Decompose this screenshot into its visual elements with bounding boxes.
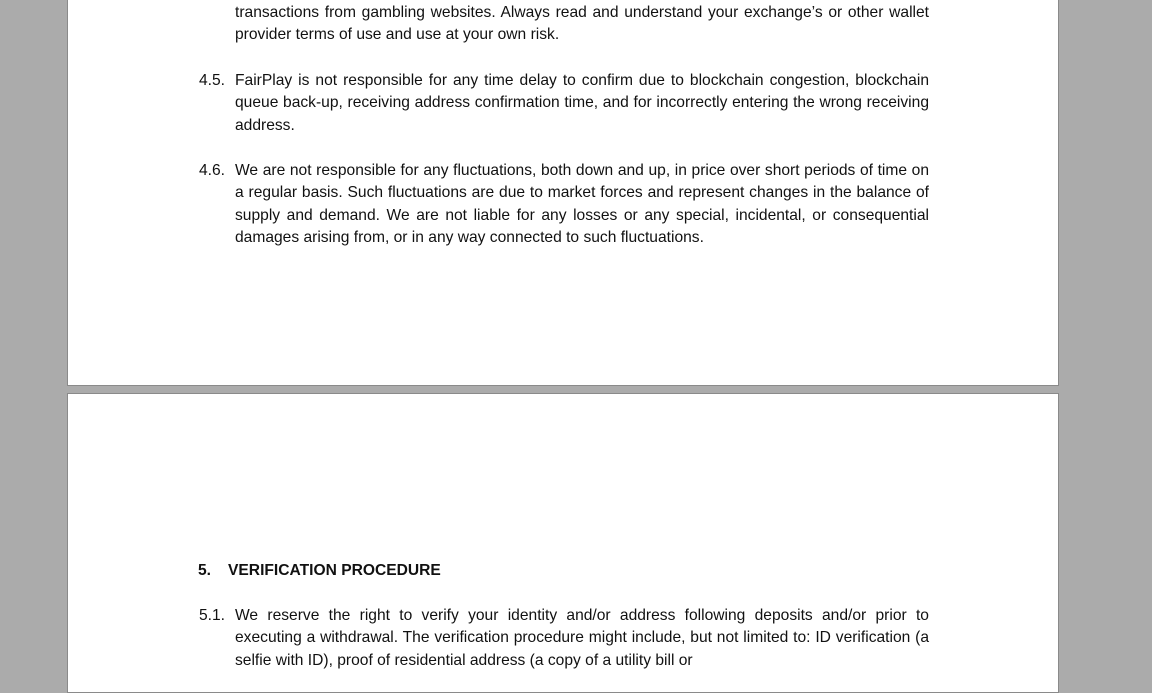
clause-4-5 bbox=[199, 70, 929, 137]
clause-5-1 bbox=[199, 605, 929, 672]
clause-number: 4.5. bbox=[199, 72, 226, 89]
paragraph-text: transactions from gambling websites. Always read and understand your exchange’s or other wallet provider terms of use and use at your own risk. bbox=[235, 4, 929, 44]
clause-text: We are not responsible for any fluctuations, both down and up, in price over short periods of time on a regular basis. Such fluctuations are due to market forces and represent changes in the balance of supply and demand. We are not liable for any losses or any special, incidental, or consequential damages arising from, or in any way connected to such fluctuations. bbox=[235, 162, 929, 247]
continued-paragraph bbox=[199, 2, 929, 47]
section-title: VERIFICATION PROCEDURE bbox=[228, 562, 441, 579]
document-page bbox=[67, 0, 1059, 386]
section-heading bbox=[198, 560, 441, 582]
clause-number: 5.1. bbox=[199, 607, 226, 624]
section-number: 5. bbox=[198, 562, 212, 579]
clause-text: FairPlay is not responsible for any time delay to confirm due to blockchain congestion, blockchain queue back-up, receiving address confirmation time, and for incorrectly entering the wrong receiving address. bbox=[235, 72, 929, 134]
clause-4-6 bbox=[199, 160, 929, 250]
clause-text: We reserve the right to verify your identity and/or address following deposits and/or prior to executing a withdrawal. The verification procedure might include, but not limited to: ID verification (a selfie with ID), proof of residential address (a copy of a utility bill or bbox=[235, 607, 929, 669]
clause-number: 4.6. bbox=[199, 162, 226, 179]
document-page bbox=[67, 393, 1059, 693]
